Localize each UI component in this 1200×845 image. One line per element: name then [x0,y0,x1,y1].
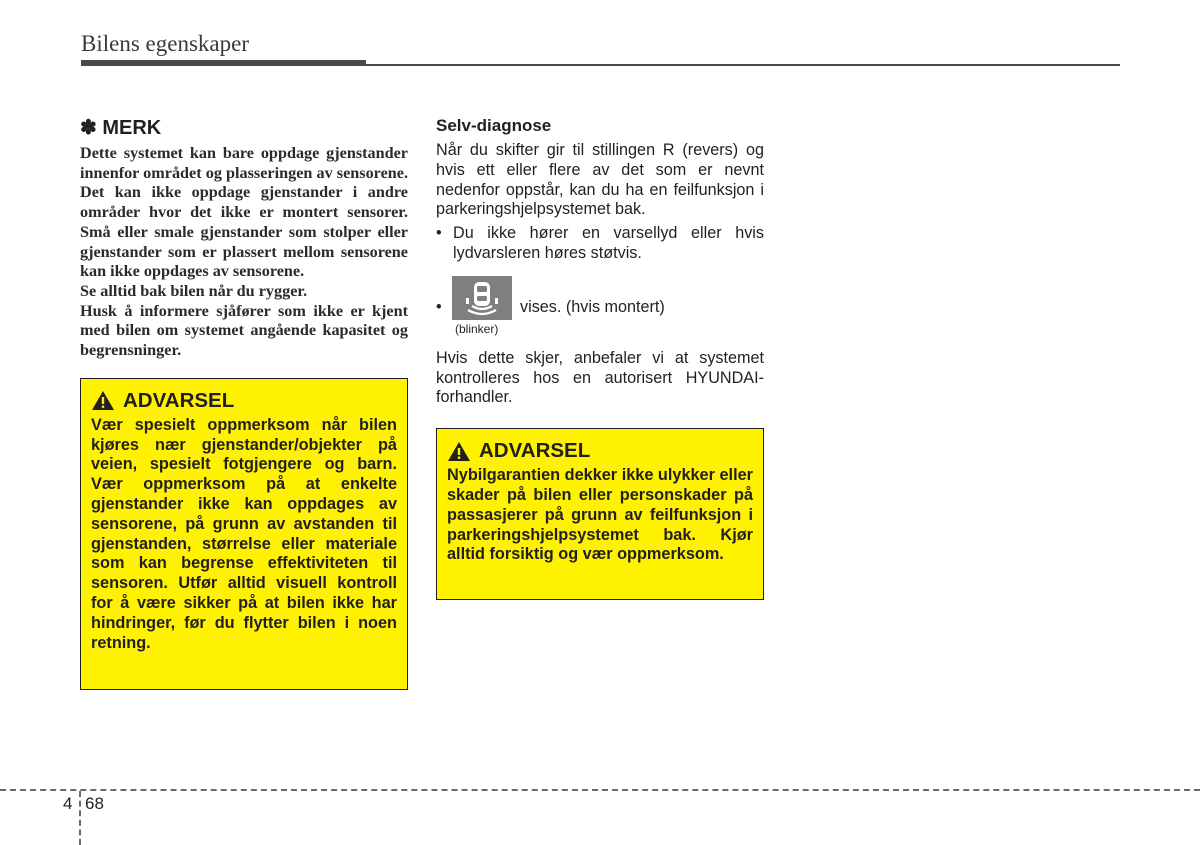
section-title: Selv-diagnose [436,116,552,135]
warning-title: ADVARSEL [123,388,235,412]
merk-paragraph-1: Dette systemet kan bare oppdage gjenstander innenfor området og plasseringen av sensorene. Det kan ikke oppdage gjenstander i andre områder hvor det ikke er montert sensorer. Små eller smale gjenstander som stolper eller gjenstander som er plassert mellom sensorene kan ikke oppdages av sensorene. [80,144,408,281]
bullet-dot: • [436,297,442,316]
footer-rule [0,789,1200,791]
header-title: Bilens egenskaper [81,31,249,56]
right-column [436,116,764,600]
left-column [80,116,408,690]
footer-divider [79,791,81,845]
merk-note [80,116,408,361]
warning-box-left [80,378,408,690]
section-outro: Hvis dette skjer, anbefaler vi at systemet kontrolleres hos en autorisert HYUNDAI-forhandler. [436,348,764,407]
parking-sensor-icon [452,276,512,320]
list-item [436,224,764,264]
merk-paragraph-3: Husk å informere sjåfører som ikke er kjent med bilen om systemet angående kapasitet og begrensninger. [80,301,408,360]
bullet-dot: • [436,224,442,243]
indicator-item [436,276,764,344]
warning-triangle-icon [91,390,115,411]
merk-paragraph-2: Se alltid bak bilen når du rygger. [80,281,308,300]
header-rule [81,64,1120,66]
merk-body [80,144,408,361]
section-intro: Når du skifter gir til stillingen R (revers) og hvis ett eller flere av det som er nevnt nedenfor oppstår, kan du ha en feilfunksjon i parkeringshjelpsystemet bak. [436,141,764,219]
indicator-text: vises. (hvis montert) [520,297,665,316]
warning-text: Vær spesielt oppmerksom når bilen kjøres nær gjenstander/objekter på veien, spesielt fotgjengere og barn. Vær oppmerksom på at enkelte gjenstander ikke kan oppdages av sensorene, på grunn av avstanden til gjenstanden, størrelse eller materiale som kan begrense effektiviteten til sensoren. Utfør alltid visuell kontroll for å være sikker på at bilen ikke har hindringer, før du flytter bilen i noen retning. [91,415,397,652]
warning-text: Nybilgarantien dekker ikke ulykker eller skader på bilen eller personskader på passasjerer på grunn av feilfunksjon i parkeringshjelpsystemet bak. Kjør alltid forsiktig og vær oppmerksom. [447,466,753,564]
warning-title: ADVARSEL [479,439,591,463]
warning-heading [91,389,397,413]
page-number: 68 [85,794,104,813]
indicator-caption: (blinker) [455,321,499,336]
warning-heading [447,439,753,463]
warning-box-right [436,428,764,600]
merk-title: ✽ MERK [80,117,162,139]
chapter-number: 4 [63,794,73,813]
bullet-text: Du ikke hører en varsellyd eller hvis lydvarsleren høres støtvis. [453,224,764,262]
warning-triangle-icon [447,441,471,462]
